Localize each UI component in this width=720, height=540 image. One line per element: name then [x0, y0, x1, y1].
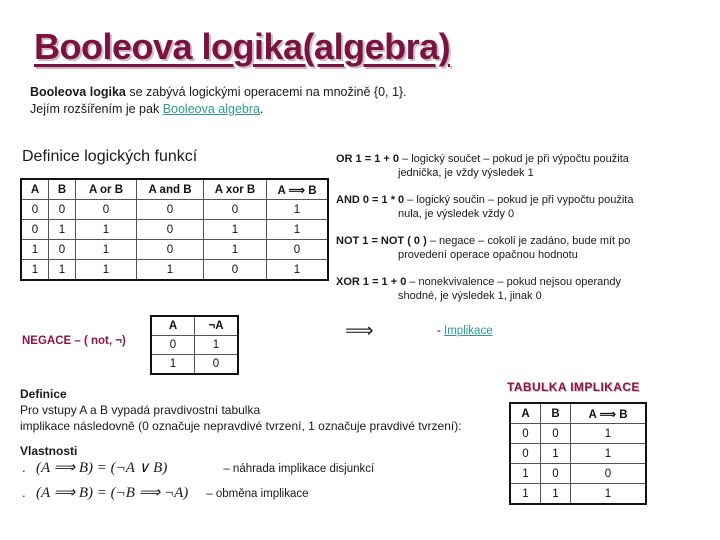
table-row	[21, 200, 328, 220]
definition-heading: Definice logických funkcí	[22, 148, 198, 165]
definice-body-line-2: implikace následovně (0 označuje nepravdivé tvrzení, 1 označuje pravdivé tvrzení):	[20, 419, 462, 433]
operator-or-desc: – logický součet – pokud je při výpočtu použita	[398, 153, 629, 165]
formula-expression-1: (A ⟹ B) = (¬A ∨ B)	[36, 460, 168, 476]
formula-row-1	[22, 458, 374, 477]
cell: 0	[49, 240, 76, 260]
negation-table	[150, 315, 239, 375]
col-header-a: A	[510, 403, 541, 424]
col-header-not-a: ¬A	[195, 316, 239, 336]
table-row	[510, 464, 646, 484]
cell: 1	[49, 260, 76, 281]
cell: 1	[267, 260, 329, 281]
table-header-row	[510, 403, 646, 424]
cell: 1	[151, 355, 195, 375]
cell: 0	[204, 260, 267, 281]
table-header-row	[21, 179, 328, 200]
intro-line-2	[30, 101, 407, 118]
cell: 1	[541, 484, 571, 505]
formula-row-2	[22, 483, 309, 502]
cell: 0	[137, 220, 204, 240]
cell: 0	[49, 200, 76, 220]
col-header-implication: A ⟹ B	[571, 403, 647, 424]
vlastnosti-heading: Vlastnosti	[20, 444, 78, 458]
cell: 1	[76, 220, 137, 240]
cell: 1	[204, 220, 267, 240]
col-header-xor: A xor B	[204, 179, 267, 200]
cell: 0	[21, 200, 49, 220]
implication-link-wrap	[437, 325, 493, 337]
operator-xor-desc: – nonekvivalence – pokud nejsou operandy	[406, 276, 621, 288]
cell: 1	[571, 444, 647, 464]
operator-or-lead: OR 1 = 1 + 0	[336, 153, 399, 165]
logic-functions-table	[20, 178, 329, 281]
cell: 0	[541, 424, 571, 444]
cell: 1	[510, 484, 541, 505]
cell: 1	[571, 484, 647, 505]
intro-bold-lead: Booleova logika	[30, 85, 126, 99]
cell: 0	[510, 444, 541, 464]
spacer	[20, 434, 490, 443]
table-row	[21, 240, 328, 260]
operator-or-cont: jednička, je vždy výsledek 1	[398, 167, 534, 179]
intro-paragraph	[30, 84, 407, 118]
cell: 0	[571, 464, 647, 484]
tabulka-implikace-heading: TABULKA IMPLIKACE	[507, 380, 640, 394]
operator-not	[336, 234, 720, 262]
operator-or	[336, 152, 720, 180]
cell: 0	[204, 200, 267, 220]
cell: 1	[21, 260, 49, 281]
operator-and	[336, 193, 720, 221]
operator-xor-lead: XOR 1 = 1 + 0	[336, 276, 407, 288]
operator-descriptions	[336, 152, 720, 316]
cell: 0	[510, 424, 541, 444]
table-row	[21, 260, 328, 281]
definice-heading: Definice	[20, 387, 67, 401]
intro-line-2-pre: Jejím rozšířením je pak	[30, 102, 163, 116]
cell: 1	[195, 336, 239, 355]
table-row	[151, 336, 238, 355]
formula-expression-2: (A ⟹ B) = (¬B ⟹ ¬A)	[36, 485, 189, 501]
col-header-a: A	[151, 316, 195, 336]
cell: 0	[21, 220, 49, 240]
table-row	[510, 484, 646, 505]
formula-note-2: – obměna implikace	[206, 488, 309, 500]
cell: 0	[137, 200, 204, 220]
formula-bullet: .	[22, 460, 26, 475]
table-row	[21, 220, 328, 240]
implication-dash: -	[437, 325, 445, 337]
implication-table	[509, 402, 647, 505]
cell: 0	[267, 240, 329, 260]
operator-not-desc: – negace – cokoli je zadáno, bude mít po	[426, 235, 631, 247]
cell: 0	[137, 240, 204, 260]
formula-note-1: – náhrada implikace disjunkcí	[223, 463, 375, 475]
implication-link-row	[345, 322, 493, 340]
cell: 0	[76, 200, 137, 220]
cell: 1	[571, 424, 647, 444]
cell: 0	[541, 464, 571, 484]
table-row	[510, 444, 646, 464]
col-header-or: A or B	[76, 179, 137, 200]
operator-xor	[336, 275, 720, 303]
col-header-b: B	[541, 403, 571, 424]
lower-definition-block	[20, 386, 490, 459]
intro-line-1	[30, 84, 407, 101]
booleova-algebra-link[interactable]: Booleova algebra	[162, 102, 260, 116]
table-row	[510, 424, 646, 444]
implikace-link[interactable]: Implikace	[444, 325, 493, 337]
cell: 0	[195, 355, 239, 375]
negace-label: NEGACE – ( not, ¬)	[22, 335, 126, 347]
operator-not-cont: provedení operace opačnou hodnotu	[398, 249, 578, 261]
cell: 1	[510, 464, 541, 484]
col-header-implication: A ⟹ B	[267, 179, 329, 200]
cell: 0	[151, 336, 195, 355]
cell: 1	[76, 260, 137, 281]
operator-and-lead: AND 0 = 1 * 0	[336, 194, 405, 206]
table-row	[151, 355, 238, 375]
operator-not-lead: NOT 1 = NOT ( 0 )	[336, 235, 427, 247]
operator-and-cont: nula, je výsledek vždy 0	[398, 208, 515, 220]
cell: 1	[21, 240, 49, 260]
operator-and-desc: – logický součin – pokud je při vypočtu použita	[404, 194, 634, 206]
cell: 1	[49, 220, 76, 240]
cell: 1	[267, 220, 329, 240]
intro-line-1-rest: se zabývá logickými operacemi na množině {0, 1}.	[125, 85, 407, 99]
col-header-b: B	[49, 179, 76, 200]
double-arrow-icon: ⟹	[345, 320, 374, 342]
cell: 1	[267, 200, 329, 220]
cell: 1	[204, 240, 267, 260]
cell: 1	[137, 260, 204, 281]
col-header-and: A and B	[137, 179, 204, 200]
cell: 1	[541, 444, 571, 464]
formula-bullet: .	[22, 485, 26, 500]
col-header-a: A	[21, 179, 49, 200]
intro-line-2-post: .	[259, 102, 264, 116]
cell: 1	[76, 240, 137, 260]
table-header-row	[151, 316, 238, 336]
definice-body-line-1: Pro vstupy A a B vypadá pravdivostní tabulka	[20, 403, 261, 417]
page-title: Booleova logika(algebra)	[34, 26, 451, 67]
operator-xor-cont: shodné, je výsledek 1, jinak 0	[398, 290, 542, 302]
